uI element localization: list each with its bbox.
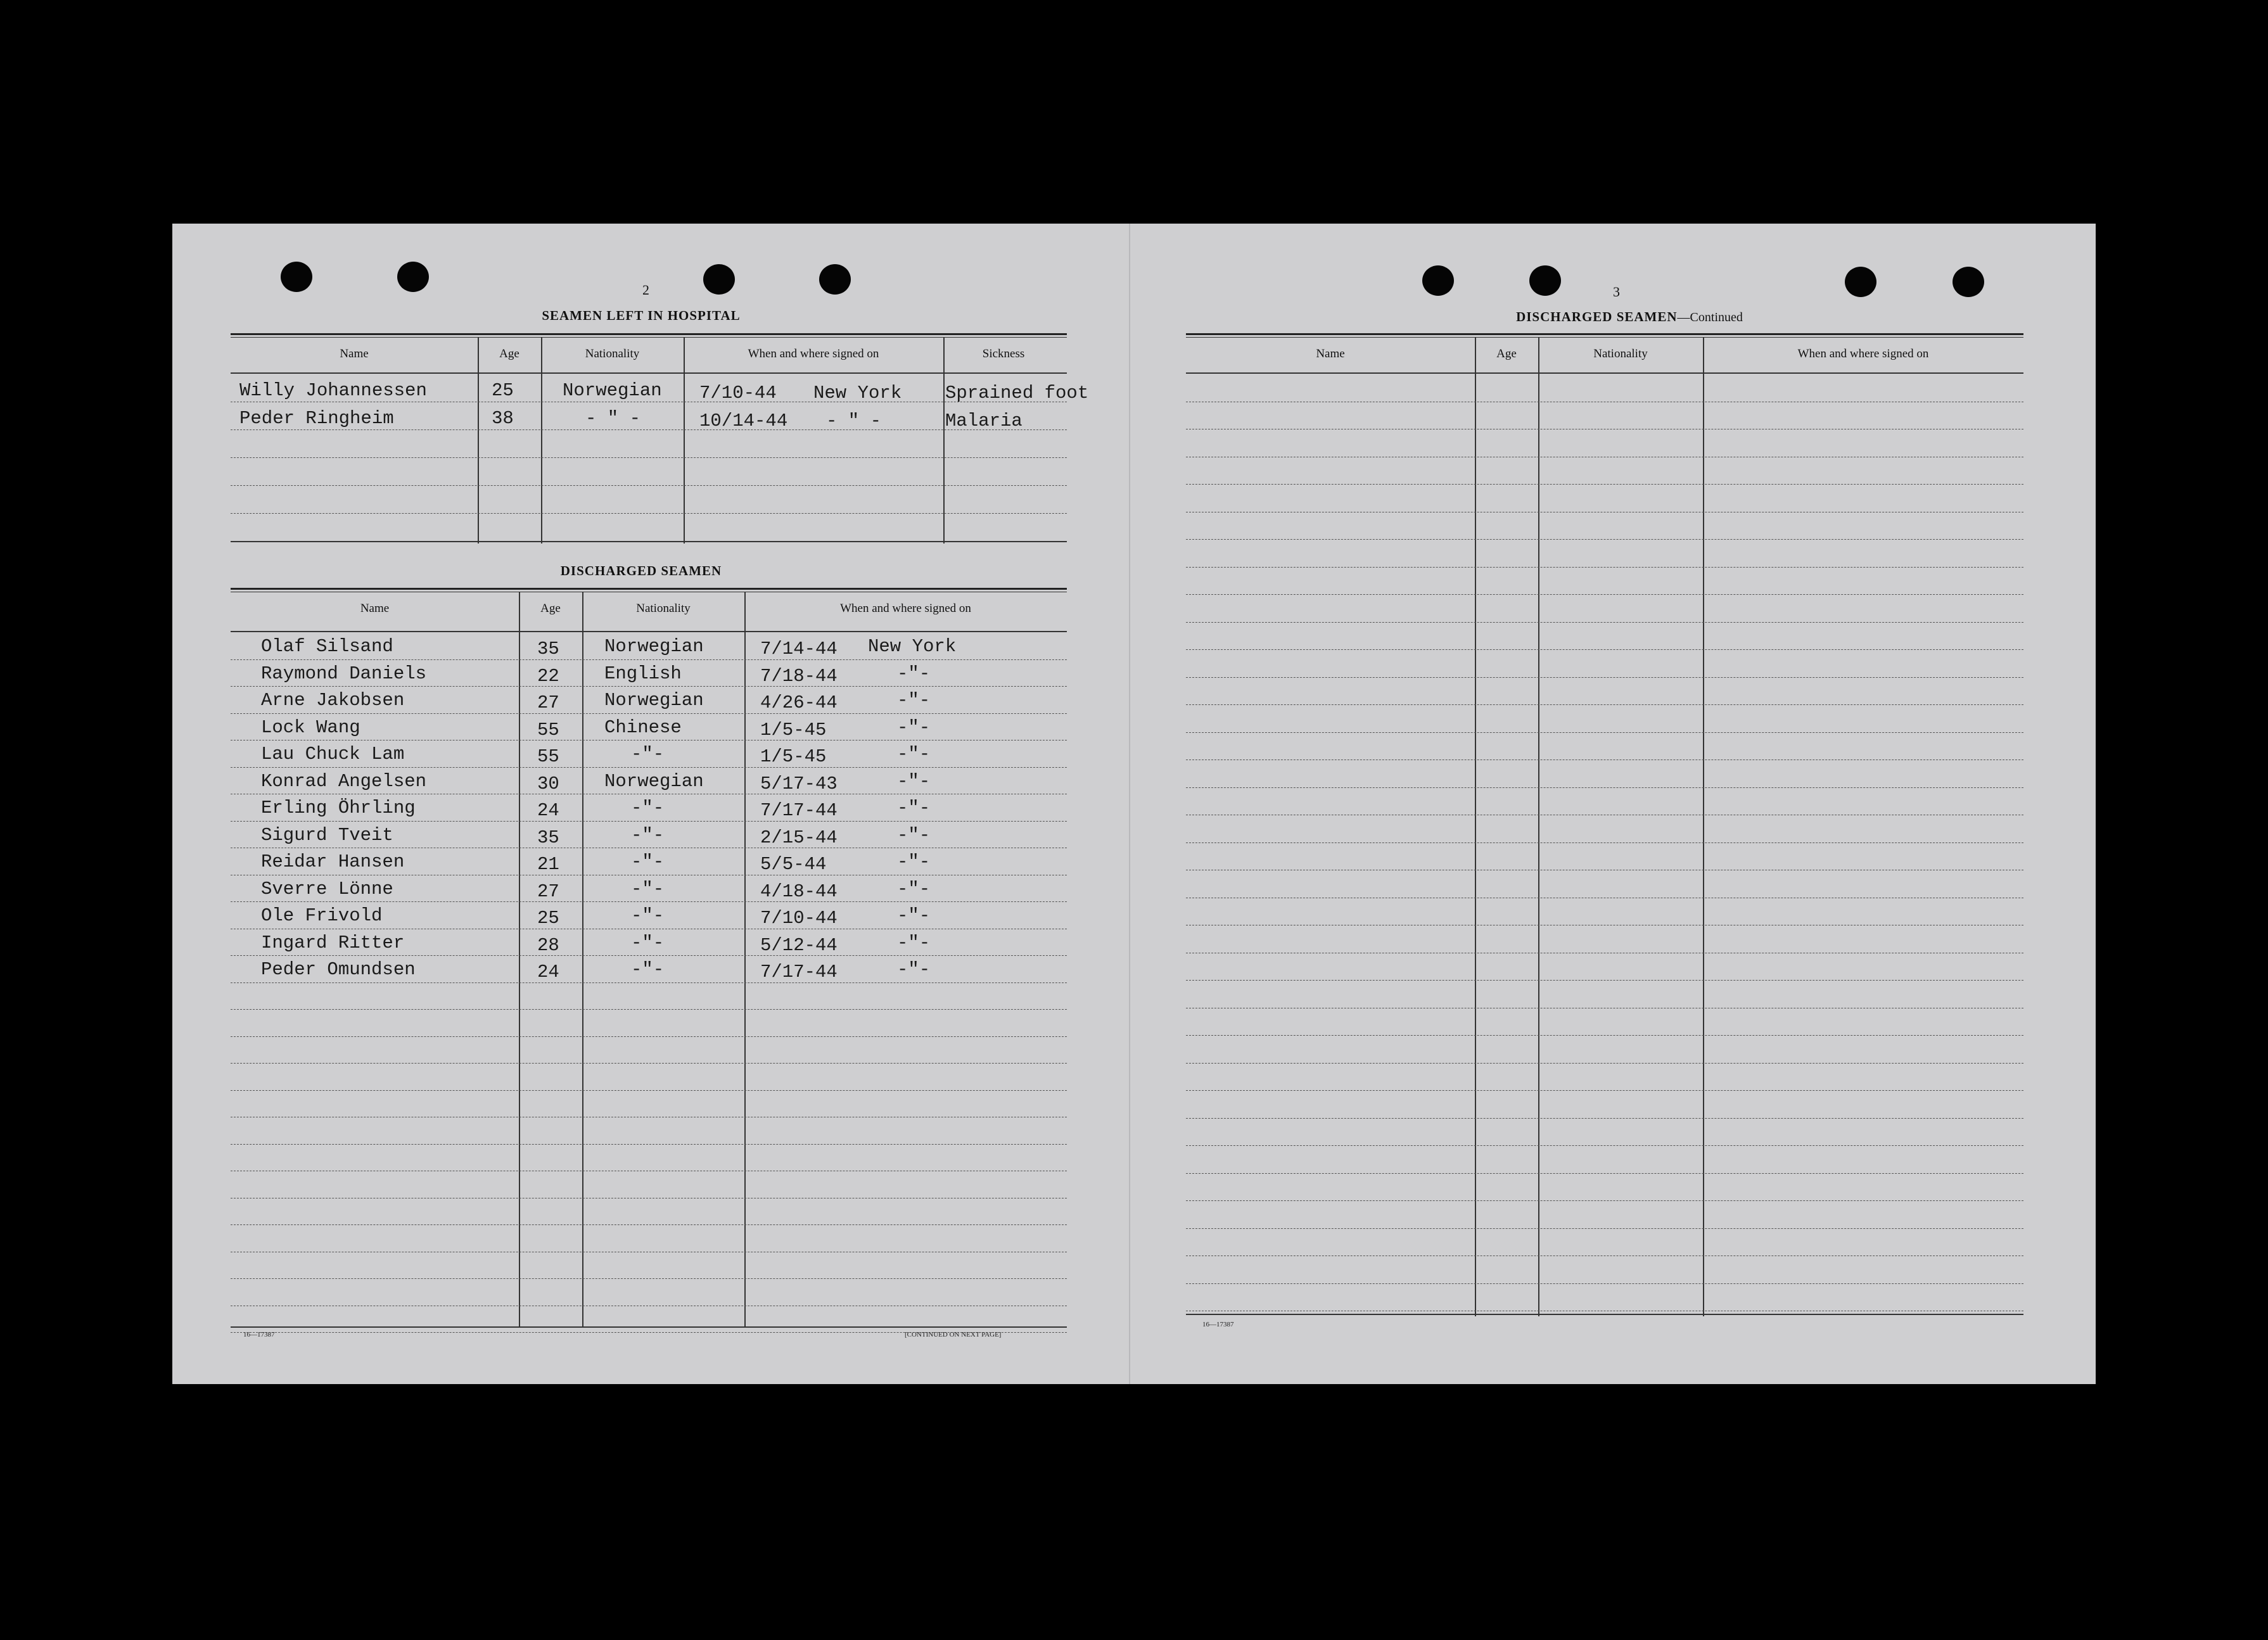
form-number-left: 16—17387 [243, 1331, 275, 1338]
punch-hole [1953, 267, 1984, 297]
discharged-row-name: Peder Omundsen [261, 959, 416, 980]
col-header-signed-on: When and where signed on [840, 602, 971, 615]
hospital-row-age: 38 [492, 408, 514, 429]
form-number-right: 16—17387 [1202, 1321, 1234, 1328]
discharged-row-place: -"- [897, 851, 931, 872]
discharged-row-nationality: English [604, 663, 682, 684]
discharged-row-place: New York [868, 636, 957, 657]
discharged-row-place: -"- [897, 878, 931, 899]
hospital-row-date: 10/14-44 [699, 410, 788, 431]
col-header-age: Age [499, 347, 519, 360]
hospital-row-name: Peder Ringheim [239, 408, 394, 429]
discharged-row-place: -"- [897, 905, 931, 926]
discharged-row-date: 1/5-45 [760, 746, 827, 767]
discharged-row-place: -"- [897, 824, 931, 846]
col-header-name: Name [340, 347, 369, 360]
hospital-row-sickness: Sprained foot [945, 383, 1089, 404]
punch-hole [1422, 265, 1454, 296]
discharged-row-place: -"- [897, 959, 931, 980]
discharged-row-age: 55 [537, 719, 559, 741]
discharged-row-date: 7/17-44 [760, 800, 838, 821]
hospital-title: SEAMEN LEFT IN HOSPITAL [542, 308, 741, 323]
discharged-row-name: Ole Frivold [261, 905, 383, 926]
discharged-row-age: 21 [537, 854, 559, 875]
discharged-row-place: -"- [897, 663, 931, 684]
discharged-row-nationality: -"- [631, 744, 665, 765]
discharged-row-name: Erling Öhrling [261, 798, 416, 818]
discharged-row-age: 30 [537, 773, 559, 794]
discharged-row-nationality: -"- [631, 932, 665, 953]
document-sheet [172, 224, 2096, 1384]
discharged-row-name: Olaf Silsand [261, 636, 393, 657]
hospital-row-nationality: - " - [585, 408, 641, 429]
punch-hole [397, 262, 429, 292]
col-header-age: Age [540, 602, 561, 615]
discharged-row-name: Sigurd Tveit [261, 824, 393, 846]
page-fold [1129, 224, 1130, 1384]
discharged-row-place: -"- [897, 690, 931, 711]
col-header-age: Age [1496, 347, 1517, 360]
punch-hole [703, 264, 735, 295]
discharged-row-name: Reidar Hansen [261, 851, 405, 872]
discharged-row-name: Arne Jakobsen [261, 690, 405, 711]
page-number-left: 2 [642, 282, 649, 298]
discharged-title: DISCHARGED SEAMEN [560, 563, 722, 578]
continued-suffix: —Continued [1677, 310, 1743, 324]
discharged-row-nationality: -"- [631, 878, 665, 899]
discharged-row-date: 7/14-44 [760, 639, 838, 659]
discharged-row-nationality: -"- [631, 851, 665, 872]
page-number-right: 3 [1613, 284, 1620, 300]
col-header-signed-on: When and where signed on [1797, 347, 1929, 360]
punch-hole [819, 264, 851, 295]
hospital-row-nationality: Norwegian [563, 380, 662, 401]
col-header-name: Name [1316, 347, 1345, 360]
discharged-row-age: 24 [537, 800, 559, 821]
discharged-row-nationality: Norwegian [604, 770, 704, 792]
hospital-row-place: - " - [826, 410, 882, 431]
discharged-table [231, 588, 1067, 1328]
discharged-row-nationality: -"- [631, 905, 665, 926]
col-header-nationality: Nationality [1593, 347, 1648, 360]
discharged-row-age: 27 [537, 692, 559, 713]
discharged-row-place: -"- [897, 798, 931, 818]
discharged-row-date: 7/10-44 [760, 908, 838, 929]
punch-hole [1845, 267, 1876, 297]
discharged-continued-title [1439, 309, 1819, 325]
hospital-table [231, 333, 1089, 543]
discharged-row-date: 5/12-44 [760, 934, 838, 956]
discharged-row-date: 2/15-44 [760, 827, 838, 848]
discharged-row-date: 1/5-45 [760, 719, 827, 741]
discharged-row-name: Ingard Ritter [261, 932, 405, 953]
discharged-row-date: 5/5-44 [760, 854, 827, 875]
discharged-row-nationality: Norwegian [604, 690, 704, 711]
discharged-row-name: Konrad Angelsen [261, 770, 427, 792]
discharged-row-age: 28 [537, 934, 559, 956]
discharged-row-place: -"- [897, 716, 931, 738]
discharged-continued-table [1186, 333, 2023, 1316]
discharged-row-age: 35 [537, 827, 559, 848]
col-header-sickness: Sickness [982, 347, 1025, 360]
discharged-row-date: 5/17-43 [760, 773, 838, 794]
discharged-row-place: -"- [897, 770, 931, 792]
punch-hole [281, 262, 312, 292]
hospital-row-date: 7/10-44 [699, 383, 777, 404]
continued-note: [CONTINUED ON NEXT PAGE] [905, 1331, 1002, 1338]
discharged-row-place: -"- [897, 932, 931, 953]
discharged-row-age: 35 [537, 639, 559, 659]
col-header-signed-on: When and where signed on [748, 347, 879, 360]
discharged-row-date: 4/18-44 [760, 880, 838, 902]
discharged-row-date: 7/18-44 [760, 665, 838, 687]
hospital-row-sickness: Malaria [945, 410, 1023, 431]
discharged-row-nationality: -"- [631, 824, 665, 846]
hospital-row-age: 25 [492, 380, 514, 401]
discharged-row-age: 25 [537, 908, 559, 929]
discharged-row-nationality: Norwegian [604, 636, 704, 657]
discharged-row-name: Lau Chuck Lam [261, 744, 405, 765]
discharged-row-nationality: -"- [631, 959, 665, 980]
discharged-continued-title-text: DISCHARGED SEAMEN [1516, 309, 1678, 324]
col-header-nationality: Nationality [636, 602, 691, 615]
discharged-row-age: 24 [537, 962, 559, 982]
col-header-name: Name [360, 602, 390, 615]
hospital-row-place: New York [813, 383, 902, 404]
discharged-row-date: 7/17-44 [760, 962, 838, 982]
discharged-row-date: 4/26-44 [760, 692, 838, 713]
hospital-row-name: Willy Johannessen [239, 380, 427, 401]
discharged-row-name: Lock Wang [261, 716, 360, 738]
discharged-row-nationality: -"- [631, 798, 665, 818]
discharged-row-place: -"- [897, 744, 931, 765]
discharged-row-age: 27 [537, 880, 559, 902]
col-header-nationality: Nationality [585, 347, 640, 360]
discharged-row-name: Sverre Lönne [261, 878, 393, 899]
discharged-row-name: Raymond Daniels [261, 663, 427, 684]
discharged-row-nationality: Chinese [604, 716, 682, 738]
discharged-row-age: 22 [537, 665, 559, 687]
punch-hole [1529, 265, 1561, 296]
discharged-row-age: 55 [537, 746, 559, 767]
